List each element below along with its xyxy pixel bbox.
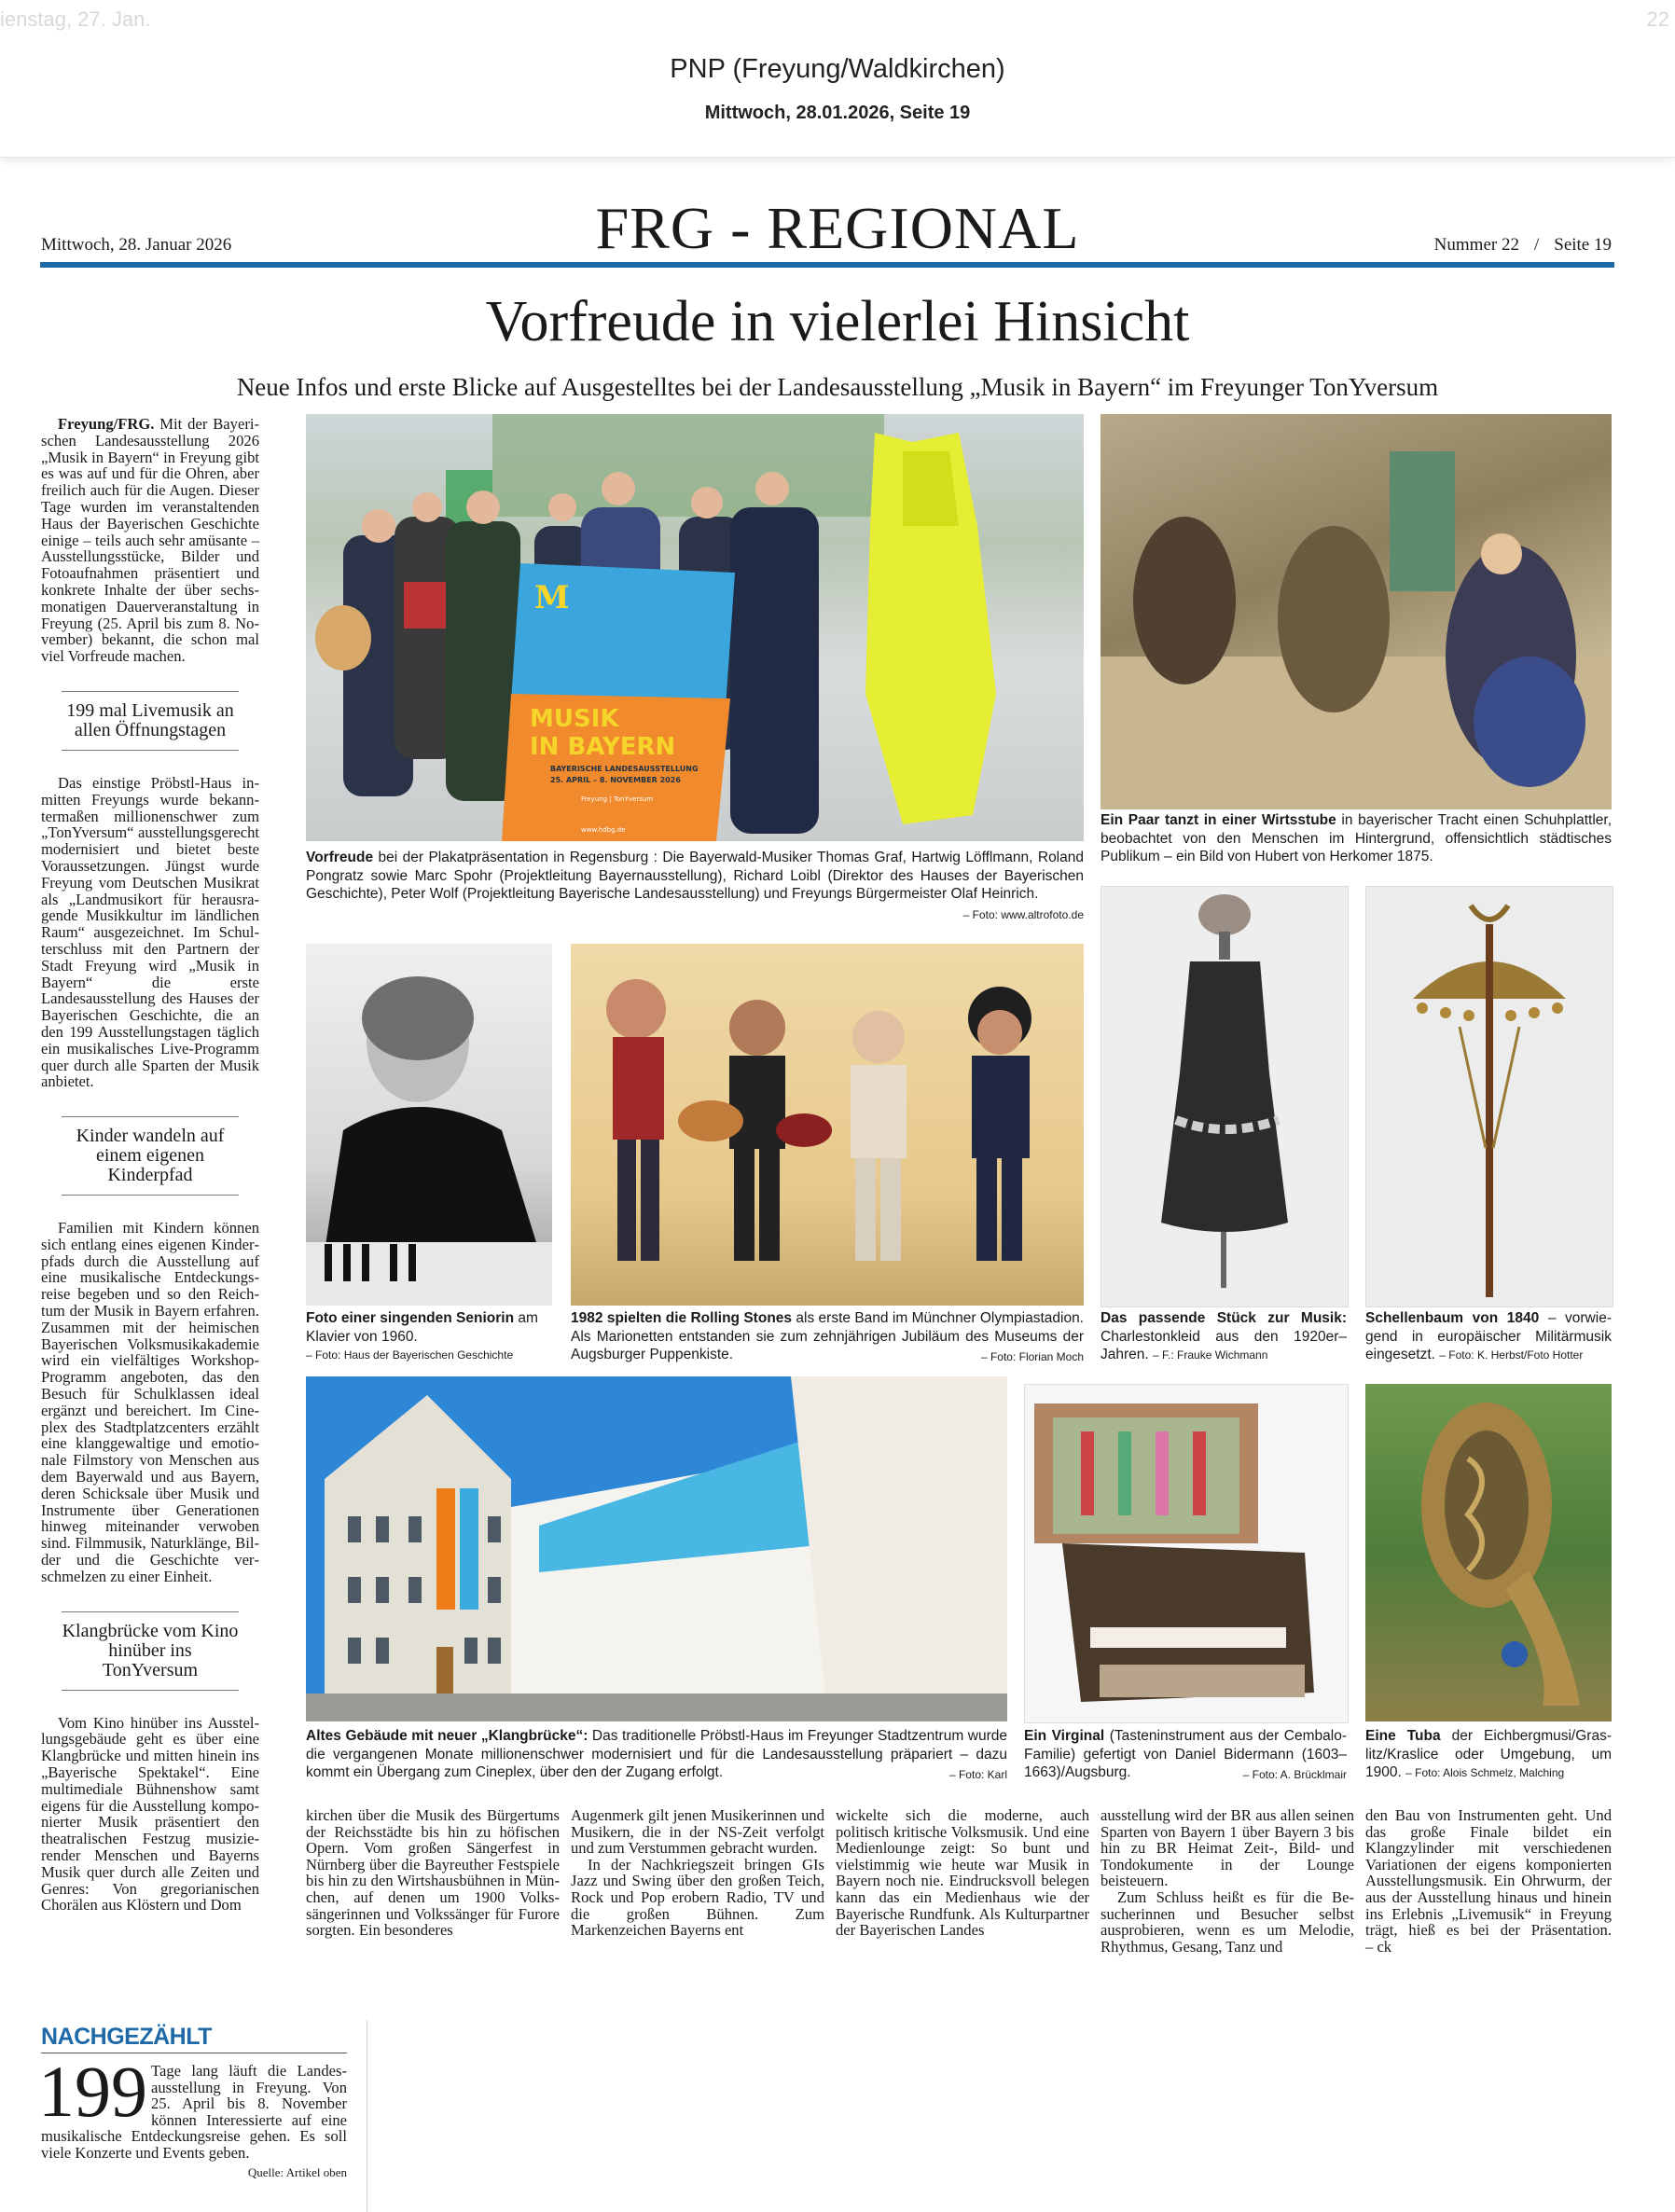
paragraph: den Bau von Instrumenten geht. Und das große Finale bildet ein Klangzylinder mit verschiedenen Variationen der eigens komponierten Ausstellungsmusik. Ein Ohrwurm, der aus der Ausstellung hinaus und hinein ins Erlebnis „Livemusik“ in Freyung trägt, hieß es bei der Präsentation. – ck bbox=[1365, 1806, 1643, 1956]
masthead-rule bbox=[40, 262, 1614, 268]
caption-text: in bayerischer Tracht einen Schuhplattler, beobachtet von den Menschen im Hintergrund, offensichtlich städtisches Publikum – ein Bild von Hubert von Herkomer 1875. bbox=[1101, 812, 1612, 864]
photo-credit: – Foto: K. Herbst/Foto Hotter bbox=[1439, 1348, 1584, 1362]
status-ghost-text: 22 bbox=[1646, 7, 1669, 31]
photo-credit: – Foto: A. Brücklmair bbox=[1242, 1768, 1347, 1781]
paragraph: wickelte sich die moderne, auch politisch kritische Volksmusik. Und eine Medienlounge zeigt: So bunt und vielstimmig wie heute war Musik in Bayern noch nie. Eindrucksvoll belegen kann das ein Medienhaus wie der Bayerische Rundfunk. Als Kulturpartner der Bayerischen Landes bbox=[836, 1806, 1089, 1940]
photo-rolling-stones-puppets bbox=[571, 944, 1084, 1306]
nachgezaehlt-text: Tage lang läuft die Landesausstellung in Freyung. Von 25. April bis 8. November können Interessierte auf eine musikalische Entdeckungsreise gehen. Es soll viele Konzerte und Events geben. bbox=[41, 2062, 347, 2162]
photo-singing-senior bbox=[306, 944, 552, 1306]
svg-text:M: M bbox=[534, 579, 570, 616]
body-column-4 bbox=[1101, 1807, 1354, 1955]
body-column-5 bbox=[1365, 1806, 1643, 1956]
poster-title-2: IN BAYERN bbox=[530, 733, 676, 761]
caption-text: am Klavier von 1960. bbox=[306, 1310, 538, 1345]
crosshead-2: Kinder wandeln auf einem eigenen Kinderpfad bbox=[62, 1116, 239, 1196]
building-graphic bbox=[306, 1376, 1007, 1721]
paragraph: Augenmerk gilt jenen Musikerinnen und Musikern, die in der NS-Zeit verfolgt und zum Verstummen gebracht wurden. bbox=[571, 1806, 824, 1858]
body-column-3 bbox=[836, 1807, 1089, 1939]
caption-bold: Altes Gebäude mit neuer „Klangbrücke“: bbox=[306, 1728, 588, 1744]
nachgezaehlt-title: NACHGEZÄHLT bbox=[41, 2024, 347, 2053]
section-2-text: Familien mit Kindern können sich entlang eines eigenen Kinderpfads durch die Ausstellung auf eine musikalische Entdeckungsreise begeben und so den Reichtum der Musik in Bayern erfahren. Zusammen mit der heimischen Bayerischen Volksmusikakademie wird ein vielfältiges Workshop-Programm angeboten, das den Besuch für Schulklassen ideal ergänzt und bereichert. Im Cineplex des Stadtplatzcenters erzählt eine klanggewaltige und emotionale Filmstory von Menschen aus dem Bayerwald und aus Bayern, deren Schicksale über Musik und Instrumente über Generationen hinweg miteinander verwoben sind. Filmmusik, Naturklänge, Bilder und die Geschichte verschmelzen zu einer Einheit. bbox=[41, 1219, 259, 1585]
caption-text: der Eichbergmusi/Graslitz/Kraslice oder Umgebung, um 1900. bbox=[1365, 1728, 1613, 1780]
painting-graphic bbox=[1101, 414, 1612, 809]
photo-credit: – Foto: Alois Schmelz, Malching bbox=[1405, 1766, 1565, 1779]
caption-text: Das traditionelle Pröbstl-Haus im Freyunger Stadtzentrum wurde die vergangenen Monate millionenschwer modernisiert und für die Landesausstellung präpariert – dazu kommt ein Übergang zum Cineplex, über den der Zugang erfolgt. bbox=[306, 1728, 1007, 1780]
article-left-column bbox=[41, 416, 259, 1914]
poster-url: www.hdbg.de bbox=[581, 826, 626, 834]
paragraph: In der Nachkriegszeit bringen GIs Jazz und Swing über den großen Teich, Rock und Pop erobern Radio, TV und die großen Bühnen. Zum Markenzeichen Bayerns ent bbox=[571, 1855, 824, 1940]
separator: / bbox=[1533, 235, 1540, 255]
viewer-header bbox=[0, 0, 1675, 158]
caption-schellenbaum bbox=[1365, 1309, 1612, 1365]
poster-place: Freyung | TonYversum bbox=[581, 795, 654, 803]
photo-credit: – F.: Frauke Wichmann bbox=[1153, 1348, 1268, 1362]
section-title: FRG - REGIONAL bbox=[595, 195, 1080, 261]
caption-bold: Das passende Stück zur Musik: bbox=[1101, 1310, 1347, 1326]
caption-text: – vorwiegend in europäischer Militärmusik eingesetzt. bbox=[1365, 1310, 1612, 1362]
poster-scene-graphic bbox=[306, 414, 1084, 841]
photo-credit: – Foto: www.altrofoto.de bbox=[962, 907, 1084, 921]
dress-graphic bbox=[1101, 887, 1348, 1306]
caption-text: Charlestonkleid aus den 1920er–Jahren. bbox=[1101, 1328, 1347, 1362]
caption-tuba bbox=[1365, 1727, 1612, 1783]
caption-proebstl-haus bbox=[306, 1727, 1007, 1785]
dateline: Freyung/FRG. bbox=[58, 415, 155, 433]
nachgezaehlt-source: Quelle: Artikel oben bbox=[247, 2164, 347, 2179]
photo-schellenbaum bbox=[1365, 886, 1613, 1307]
paragraph: kirchen über die Musik des Bürgertums der Reichsstädte bis hin zu höfischen Opern. Vom großen Sängerfest in Nürnberg über die Bayreuther Festspiele bis hin zu den Wirtshausbühnen in München, auf denen um 1900 Volkssängerinnen und Volkssänger für Furore sorgten. Ein besonderes bbox=[306, 1806, 560, 1940]
body-column-1 bbox=[306, 1807, 560, 1939]
next-article-fade bbox=[1362, 2033, 1376, 2097]
article-headline: Vorfreude in vielerlei Hinsicht bbox=[485, 290, 1190, 353]
caption-rolling-stones bbox=[571, 1309, 1084, 1367]
poster-title-1: MUSIK bbox=[530, 705, 619, 733]
crosshead-3: Klangbrücke vom Kino hinüber ins TonYversum bbox=[62, 1611, 239, 1691]
photo-virginal bbox=[1024, 1384, 1349, 1723]
caption-bold: Ein Paar tanzt in einer Wirtsstube bbox=[1101, 812, 1336, 828]
masthead-issue-info bbox=[1434, 235, 1612, 256]
body-column-2 bbox=[571, 1807, 824, 1939]
nachgezaehlt-number: 199 bbox=[38, 2051, 147, 2132]
photo-poster-presentation bbox=[306, 414, 1084, 841]
crosshead-1: 199 mal Livemusik an allen Öffnungstagen bbox=[62, 691, 239, 751]
photo-charleston-dress bbox=[1101, 886, 1349, 1307]
caption-bold: Schellenbaum von 1840 bbox=[1365, 1310, 1540, 1326]
caption-bold: 1982 spielten die Rolling Stones bbox=[571, 1310, 793, 1326]
section-3-text: Vom Kino hinüber ins Ausstellungsgebäude geht es über eine Klangbrücke und mitten hinein ins „Bayerische Spektakel“. Eine multimediale Bühnenshow samt eigens für die Ausstellung komponierter Musik präsentiert den theatralischen Festzug musizierender Menschen und Bayerns Musik quer durch alle Zeiten und Genres: Von gregorianischen Chorälen aus Klöstern und Dom bbox=[41, 1713, 259, 1915]
publication-title: PNP (Freyung/Waldkirchen) bbox=[670, 54, 1005, 84]
page-number: Seite 19 bbox=[1554, 235, 1612, 255]
section-1-text: Das einstige Pröbstl-Haus inmitten Freyungs wurde bekanntermaßen millionenschwer zum „TonYversum“ ausstellungsgerecht modernisiert und bietet beste Voraussetzungen. Jüngst wurde Freyung vom Deutschen Musikrat als „Landmusikort für herausragende Musikkultur im ländlichen Raum“ ausgezeichnet. Im Schulterschluss mit den Partnern der Stadt Freyung wird „Musik in Bayern“ die erste Landesausstellung des Hauses der Bayerischen Geschichte, die an den 199 Ausstellungstagen täglich ein musikalisches Live-Programm quer durch alle Sparten der Musik anbietet. bbox=[41, 773, 259, 1091]
caption-bold: Foto einer singenden Seniorin bbox=[306, 1310, 515, 1326]
photo-painting-wirtsstube bbox=[1101, 414, 1612, 809]
photo-credit: – Foto: Florian Moch bbox=[980, 1350, 1084, 1363]
photo-proebstl-haus bbox=[306, 1376, 1007, 1721]
caption-virginal bbox=[1024, 1727, 1347, 1785]
caption-text: (Tasteninstrument aus der Cembalo-Familie) gefertigt von Daniel Bidermann (1603–1663)/Augsburg. bbox=[1024, 1728, 1347, 1780]
photo-credit: – Foto: Karl bbox=[948, 1768, 1007, 1781]
puppets-graphic bbox=[571, 944, 1084, 1306]
paragraph: Zum Schluss heißt es für die Besucherinnen und Besucher selbst ausprobieren, wenn es um Melodie, Rhythmus, Gesang, Tanz und bbox=[1101, 1887, 1354, 1956]
senior-graphic bbox=[306, 944, 552, 1306]
nachgezaehlt-box bbox=[38, 2024, 347, 2180]
schellenbaum-graphic bbox=[1366, 887, 1613, 1306]
article-subheadline: Neue Infos und erste Blicke auf Ausgestelltes bei der Landesausstellung „Musik in Bayern“ im Freyunger TonYversum bbox=[236, 373, 1439, 401]
caption-painting bbox=[1101, 811, 1612, 866]
nachgezaehlt-body bbox=[38, 2051, 347, 2162]
poster-dates: 25. APRIL – 8. NOVEMBER 2026 bbox=[550, 776, 681, 784]
caption-singing-senior bbox=[306, 1309, 554, 1365]
caption-bold: Eine Tuba bbox=[1365, 1728, 1441, 1744]
virginal-graphic bbox=[1025, 1385, 1348, 1722]
paragraph: ausstellung wird der BR aus allen seinen Sparten von Bayern 1 über Bayern 3 bis hin zu BR Heimat Zeit-, Bild- und Tondokumente in der Lounge beisteuern. bbox=[1101, 1806, 1354, 1890]
issue-date: Mittwoch, 28.01.2026, Seite 19 bbox=[704, 103, 971, 123]
issue-number: Nummer 22 bbox=[1433, 235, 1519, 255]
caption-charleston-dress bbox=[1101, 1309, 1347, 1365]
caption-poster-presentation bbox=[306, 849, 1084, 924]
caption-bold: Ein Virginal bbox=[1024, 1728, 1105, 1744]
poster-subtitle: BAYERISCHE LANDESAUSSTELLUNG bbox=[550, 765, 699, 773]
photo-tuba bbox=[1365, 1384, 1612, 1721]
caption-text: als erste Band im Münchner Olympiastadion. Als Marionetten entstanden sie zum zehnjährigen Jubiläum des Museums der Augsburger Puppenkiste. bbox=[571, 1310, 1084, 1362]
article-intro bbox=[41, 416, 259, 665]
previous-issue-ghost-text: ienstag, 27. Jan. bbox=[0, 7, 151, 31]
caption-text: bei der Plakatpräsentation in Regensburg : Die Bayerwald-Musiker Thomas Graf, Hartwig Löfflmann, Roland Pongratz sowie Marc Spohr (Projektleitung Bayernausstellung), Richard Loibl (Direktor des Hauses der Bayerischen Geschichte), Peter Wolf (Projektleitung Bayerische Landesausstellung) und Freyungs Bürgermeister Olaf Heinrich. bbox=[306, 850, 1084, 902]
photo-credit: – Foto: Haus der Bayerischen Geschichte bbox=[306, 1348, 514, 1362]
tuba-graphic bbox=[1365, 1384, 1612, 1721]
masthead-date: Mittwoch, 28. Januar 2026 bbox=[41, 235, 232, 255]
caption-bold: Vorfreude bbox=[306, 850, 374, 865]
intro-text: Mit der Bayerischen Landesausstellung 2026 „Musik in Bayern“ in Freyung gibt es was auf und für die Ohren, aber freilich auch für die Augen. Dieser Tage wurden im veranstaltenden Haus der Bayerischen Geschichte einige – teils auch sehr amüsante – Ausstellungsstücke, Bilder und Fotoaufnahmen präsentiert und konkrete Inhalte der über sechsmonatigen Dauerveranstaltung in Freyung (25. April bis zum 8. November) bekannt, die schon mal viel Vorfreude machen. bbox=[41, 415, 259, 666]
